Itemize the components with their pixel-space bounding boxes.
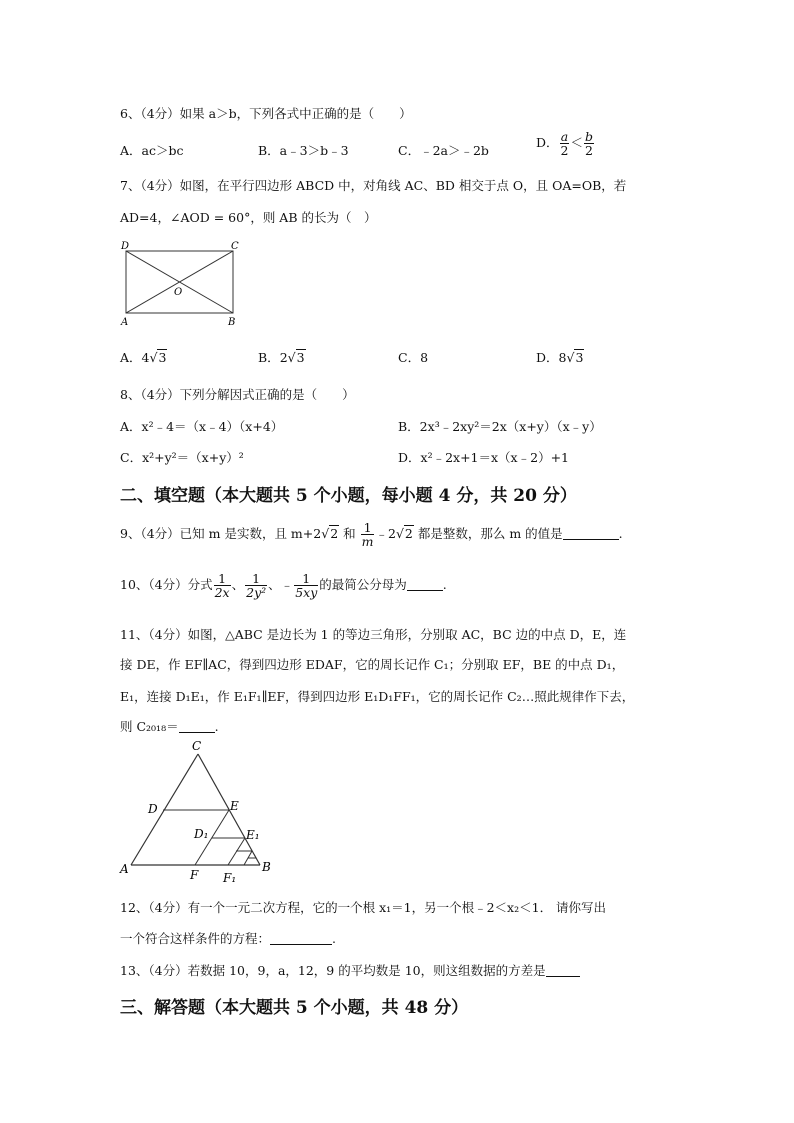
q9-pre: 9、（4分）已知 m 是实数，且 m+2	[120, 526, 322, 542]
section-answer-title: 三、解答题（本大题共 5 个小题，共 48 分）	[120, 998, 469, 1018]
q11-answer-blank[interactable]	[179, 720, 215, 733]
q12-end: .	[332, 931, 336, 946]
q6-d-num-a: a	[560, 129, 569, 144]
q11-stem-line3: E₁，连接 D₁E₁，作 E₁F₁∥EF，得到四边形 E₁D₁FF₁，它的周长记作 C₂…照此规律作下去，	[120, 689, 635, 704]
q7-b-coef: 2	[279, 350, 288, 365]
q10-neg: ﹣	[280, 577, 294, 593]
q11-label-b: B	[262, 860, 271, 874]
q10-answer-blank[interactable]	[407, 578, 443, 591]
q8-option-c: C．x²+y²＝（x+y）²	[120, 450, 244, 465]
q6-stem: 6、（4分）如果 a＞b，下列各式中正确的是（ ）	[120, 106, 412, 121]
q11-label-d: D	[148, 802, 158, 816]
q6-option-d	[536, 130, 595, 157]
q9-answer-blank[interactable]	[563, 527, 619, 540]
q12-line2-text: 一个符合这样条件的方程：	[120, 931, 271, 946]
q11-label-a: A	[120, 862, 129, 876]
q7-d-coef: 8	[558, 350, 567, 365]
q6-d-num-b: b	[585, 129, 594, 144]
q8-stem: 8、（4分）下列分解因式正确的是（ ）	[120, 387, 355, 402]
q10-f2-den: 2y²	[246, 585, 267, 601]
q10-pre: 10、（4分）分式	[120, 577, 213, 593]
q11-stem-line4	[120, 717, 219, 735]
q10-sep-1: 、	[231, 577, 245, 593]
q11-label-e: E	[230, 799, 239, 813]
q7-option-c: C．8	[398, 350, 429, 365]
q6-d-den-b: 2	[585, 143, 593, 159]
q11-line4-text: 则 C₂₀₁₈＝	[120, 719, 179, 734]
q12-stem-line1: 12、（4分）有一个一元二次方程，它的一个根 x₁＝1，另一个根﹣2＜x₂＜1． 请你写出	[120, 900, 607, 915]
q8-option-b: B．2x³﹣2xy²＝2x（x+y）（x﹣y）	[398, 419, 602, 434]
q11-label-f1: F₁	[223, 871, 237, 885]
q6-option-c: C．﹣2a＞﹣2b	[398, 143, 489, 158]
q10-f2-num: 1	[245, 572, 267, 586]
q13-stem	[120, 961, 580, 979]
q7-option-a: A．4√3	[120, 350, 167, 365]
q11-label-c: C	[192, 739, 202, 753]
q7-option-b: B．2√3	[258, 350, 305, 365]
q7-label-b: B	[228, 317, 236, 328]
q9-rad-2: 2	[404, 526, 413, 542]
q7-label-d: D	[121, 241, 130, 252]
q7-stem-line1: 7、（4分）如图，在平行四边形 ABCD 中，对角线 AC、BD 相交于点 O，且 OA=OB，若	[120, 178, 627, 193]
q11-triangle-figure	[115, 737, 280, 887]
q10-f3-den: 5xy	[295, 585, 318, 601]
q7-d-rad: 3	[575, 350, 584, 365]
q9-rad: 2	[330, 526, 339, 542]
q7-a-coef: 4	[141, 350, 150, 365]
q8-option-a: A．x²﹣4＝（x﹣4）（x+4）	[120, 419, 284, 434]
q7-option-a-label: A．	[120, 350, 142, 365]
q11-label-d1: D₁	[194, 827, 209, 841]
q9-mid: 和	[343, 526, 356, 542]
q11-end: .	[214, 719, 219, 734]
q10-end: .	[442, 577, 447, 593]
q6-d-den-a: 2	[560, 143, 569, 159]
q11-label-e1: E₁	[246, 828, 260, 842]
q11-stem-line1: 11、（4分）如图，△ABC 是边长为 1 的等边三角形，分别取 AC，BC 边的中点 D，E，连	[120, 627, 627, 642]
q7-label-o: O	[174, 287, 183, 298]
q7-option-b-label: B．	[258, 350, 280, 365]
q11-stem-line2: 接 DE，作 EF∥AC，得到四边形 EDAF，它的周长记作 C₁；分别取 EF，BE 的中点 D₁，	[120, 657, 625, 672]
q7-b-rad: 3	[296, 350, 305, 365]
q6-d-rel: ＜	[570, 135, 583, 151]
q7-parallelogram-figure	[116, 238, 246, 330]
q12-stem-line2	[120, 929, 336, 947]
q9-frac-den: m	[361, 534, 374, 550]
q7-option-d: D．8√3	[536, 350, 584, 365]
section-fill-in-title: 二、填空题（本大题共 5 个小题，每小题 4 分，共 20 分）	[120, 486, 577, 506]
q13-text: 13、（4分）若数据 10，9，a，12，9 的平均数是 10，则这组数据的方差是	[120, 963, 546, 978]
q7-a-rad: 3	[158, 350, 167, 365]
q10-f1-den: 2x	[214, 585, 230, 601]
q12-answer-blank[interactable]	[270, 932, 332, 945]
q10-stem	[120, 572, 447, 599]
q9-stem: 9、（4分）已知 m 是实数，且 m+2√2 和 $\frac{1}{m}$ ﹣2√2 都是整数，那么 m 的值是 .	[120, 520, 623, 550]
q7-label-c: C	[231, 241, 239, 252]
q8-option-d: D．x²﹣2x+1＝x（x﹣2）+1	[398, 450, 569, 465]
q7-option-d-label: D．	[536, 350, 559, 365]
q10-post: 的最简公分母为	[319, 577, 407, 593]
q6-option-a: A．ac＞bc	[120, 143, 184, 158]
q10-sep-2: 、	[268, 577, 281, 593]
q9-frac-num: 1	[361, 521, 375, 535]
q9-post: 都是整数，那么 m 的值是	[417, 526, 563, 542]
q6-option-d-label: D．	[536, 135, 559, 151]
q13-answer-blank[interactable]	[546, 964, 580, 977]
q7-stem-line2: AD=4，∠AOD = 60°，则 AB 的长为（ ）	[120, 210, 377, 225]
q10-f3-num: 1	[294, 572, 318, 586]
q9-end: .	[618, 526, 623, 542]
q9-minus: ﹣2	[375, 526, 396, 542]
q11-label-f: F	[190, 868, 199, 882]
q7-label-a: A	[121, 317, 129, 328]
q6-option-b: B．a﹣3＞b﹣3	[258, 143, 349, 158]
q10-f1-num: 1	[214, 572, 231, 586]
